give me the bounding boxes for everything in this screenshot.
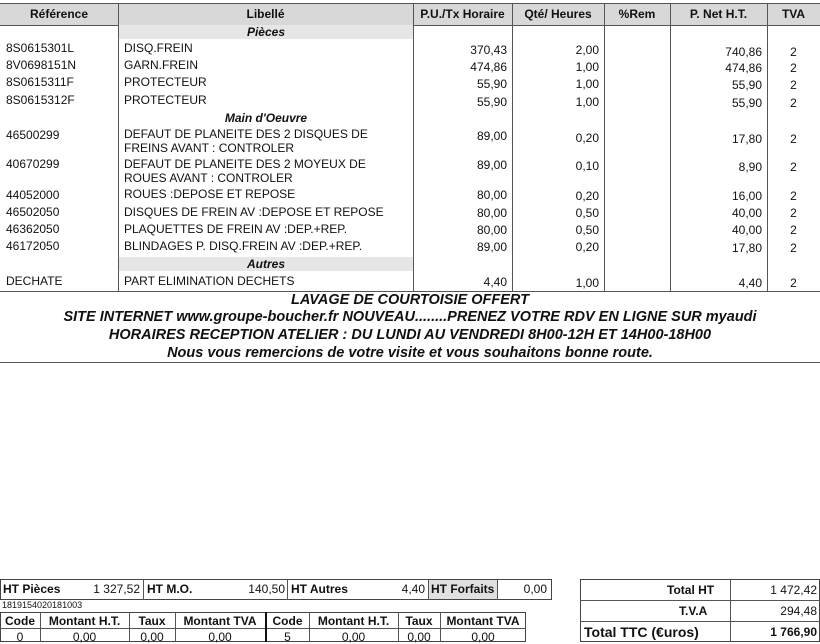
vat-montant-ht: 0,00 [72, 630, 97, 644]
row-pu: 89,00 [476, 240, 507, 254]
section-pieces: Pièces [119, 25, 413, 39]
row-pu: 55,90 [476, 77, 507, 91]
row-qte: 0,20 [575, 240, 599, 254]
vat-table-header-border [0, 628, 526, 629]
summary-row-1-border [580, 600, 820, 601]
row-libelle: DISQUES DE FREIN AV :DEPOSE ET REPOSE [124, 205, 384, 219]
header-tva: TVA [767, 3, 820, 25]
vat-code-2: 5 [284, 630, 291, 644]
row-reference: DECHATE [6, 274, 63, 288]
row-libelle-cont: FREINS AVANT : CONTROLER [124, 141, 295, 155]
vat-taux-2: 0,00 [407, 630, 431, 644]
row-tva: 2 [790, 132, 797, 146]
row-net: 40,00 [731, 223, 762, 237]
row-net: 4,40 [738, 276, 762, 290]
ht-autres-value: 4,40 [401, 582, 425, 596]
row-libelle: GARN.FREIN [124, 58, 199, 72]
row-net: 55,90 [731, 78, 762, 92]
row-pu: 89,00 [476, 158, 507, 172]
row-qte: 2,00 [575, 43, 599, 57]
header-rem: %Rem [604, 3, 670, 25]
header-libelle: Libellé [118, 3, 413, 25]
row-tva: 2 [790, 189, 797, 203]
row-libelle: BLINDAGES P. DISQ.FREIN AV :DEP.+REP. [124, 239, 363, 253]
row-qte: 0,10 [575, 159, 599, 173]
totals-divider-2 [287, 579, 288, 600]
row-tva: 2 [790, 241, 797, 255]
row-tva: 2 [790, 206, 797, 220]
vat-taux: 0,00 [140, 630, 164, 644]
row-reference: 8S0615301L [6, 41, 75, 55]
row-reference: 44052000 [6, 188, 60, 202]
row-net: 17,80 [731, 132, 762, 146]
header-reference: Référence [0, 3, 118, 25]
vat-header-taux-2: Taux [405, 614, 433, 628]
tva-value: 294,48 [780, 604, 817, 618]
row-pu: 80,00 [476, 188, 507, 202]
message-horaires: HORAIRES RECEPTION ATELIER : DU LUNDI AU VENDREDI 8H00-12H ET 14H00-18H00 [108, 327, 712, 343]
row-tva: 2 [790, 223, 797, 237]
row-pu: 474,86 [470, 60, 507, 74]
vat-montant-tva-2: 0,00 [471, 630, 495, 644]
row-qte: 0,50 [575, 206, 599, 220]
ht-forfaits-value: 0,00 [523, 582, 547, 596]
row-qte: 0,20 [575, 131, 599, 145]
row-reference: 40670299 [6, 157, 60, 171]
row-net: 740,86 [725, 45, 762, 59]
vat-code: 0 [16, 630, 24, 644]
vat-header-montant-tva-2: Montant TVA [446, 614, 520, 628]
total-ht-value: 1 472,42 [770, 583, 817, 597]
row-libelle: PLAQUETTES DE FREIN AV :DEP.+REP. [124, 222, 348, 236]
message-lavage: LAVAGE DE COURTOISIE OFFERT [291, 292, 529, 308]
col-divider-1 [118, 3, 119, 291]
row-reference: 46172050 [6, 239, 60, 253]
vat-header-code: Code [5, 614, 35, 628]
row-libelle: DEFAUT DE PLANEITE DES 2 MOYEUX DE [124, 157, 366, 171]
row-net: 474,86 [725, 61, 762, 75]
vat-header-montant-ht-2: Montant H.T. [317, 614, 390, 628]
row-qte: 1,00 [575, 276, 599, 290]
row-net: 17,80 [731, 241, 762, 255]
messages-bottom-border [0, 362, 820, 363]
ht-mo-label: HT M.O. [147, 582, 193, 596]
row-libelle: PART ELIMINATION DECHETS [124, 274, 295, 288]
row-reference: 46362050 [6, 222, 60, 236]
row-qte: 0,20 [575, 189, 599, 203]
vat-header-montant-tva: Montant TVA [183, 614, 257, 628]
section-main-oeuvre: Main d'Oeuvre [119, 111, 413, 125]
row-libelle: ROUES :DEPOSE ET REPOSE [124, 187, 296, 201]
vat-montant-tva: 0,00 [208, 630, 232, 644]
row-tva: 2 [790, 96, 797, 110]
row-pu: 89,00 [476, 129, 507, 143]
row-net: 40,00 [731, 206, 762, 220]
message-site-internet: SITE INTERNET www.groupe-boucher.fr NOUVEAU........PRENEZ VOTRE RDV EN LIGNE SUR myaudi [63, 309, 757, 325]
row-libelle: PROTECTEUR [124, 93, 207, 107]
tva-label: T.V.A [679, 604, 708, 618]
ht-mo-value: 140,50 [248, 582, 285, 596]
row-net: 8,90 [738, 160, 762, 174]
header-top-border [0, 3, 820, 4]
row-reference: 8V0698151N [6, 58, 77, 72]
vat-header-montant-ht: Montant H.T. [48, 614, 121, 628]
row-tva: 2 [790, 78, 797, 92]
ht-pieces-value: 1 327,52 [93, 582, 140, 596]
header-net: P. Net H.T. [670, 3, 767, 25]
row-tva: 2 [790, 276, 797, 290]
row-pu: 370,43 [470, 43, 507, 57]
row-qte: 1,00 [575, 95, 599, 109]
row-libelle-cont: ROUES AVANT : CONTROLER [124, 171, 293, 185]
ht-pieces-label: HT Pièces [3, 582, 61, 596]
col-divider-4 [604, 3, 605, 291]
row-tva: 2 [790, 61, 797, 75]
row-qte: 1,00 [575, 77, 599, 91]
row-pu: 80,00 [476, 223, 507, 237]
row-net: 16,00 [731, 189, 762, 203]
total-ttc-label: Total TTC (€uros) [584, 624, 699, 640]
total-ttc-value: 1 766,90 [770, 625, 817, 639]
message-remerciements: Nous vous remercions de votre visite et vous souhaitons bonne route. [167, 345, 653, 361]
row-reference: 8S0615311F [6, 75, 74, 89]
ht-forfaits-label: HT Forfaits [431, 582, 495, 596]
row-qte: 0,50 [575, 223, 599, 237]
row-reference: 46502050 [6, 205, 60, 219]
row-net: 55,90 [731, 96, 762, 110]
row-reference: 8S0615312F [6, 93, 75, 107]
row-tva: 2 [790, 160, 797, 174]
vat-header-code-2: Code [272, 614, 303, 628]
row-pu: 55,90 [476, 95, 507, 109]
summary-row-2-border [580, 621, 820, 622]
document-number: 1819154020181003 [2, 600, 83, 610]
vat-header-taux: Taux [138, 614, 166, 628]
total-ht-label: Total HT [667, 583, 715, 597]
row-pu: 80,00 [476, 206, 507, 220]
ht-autres-label: HT Autres [291, 582, 348, 596]
totals-divider-1 [143, 579, 144, 600]
header-pu: P.U./Tx Horaire [413, 3, 512, 25]
row-pu: 4,40 [483, 275, 507, 289]
row-libelle: PROTECTEUR [124, 75, 207, 89]
row-tva: 2 [790, 45, 797, 59]
row-reference: 46500299 [6, 128, 60, 142]
row-libelle: DEFAUT DE PLANEITE DES 2 DISQUES DE [124, 127, 368, 141]
vat-montant-ht-2: 0,00 [341, 630, 366, 644]
section-autres: Autres [119, 257, 413, 271]
row-qte: 1,00 [575, 60, 599, 74]
row-libelle: DISQ.FREIN [124, 41, 193, 55]
header-qte: Qté/ Heures [512, 3, 604, 25]
